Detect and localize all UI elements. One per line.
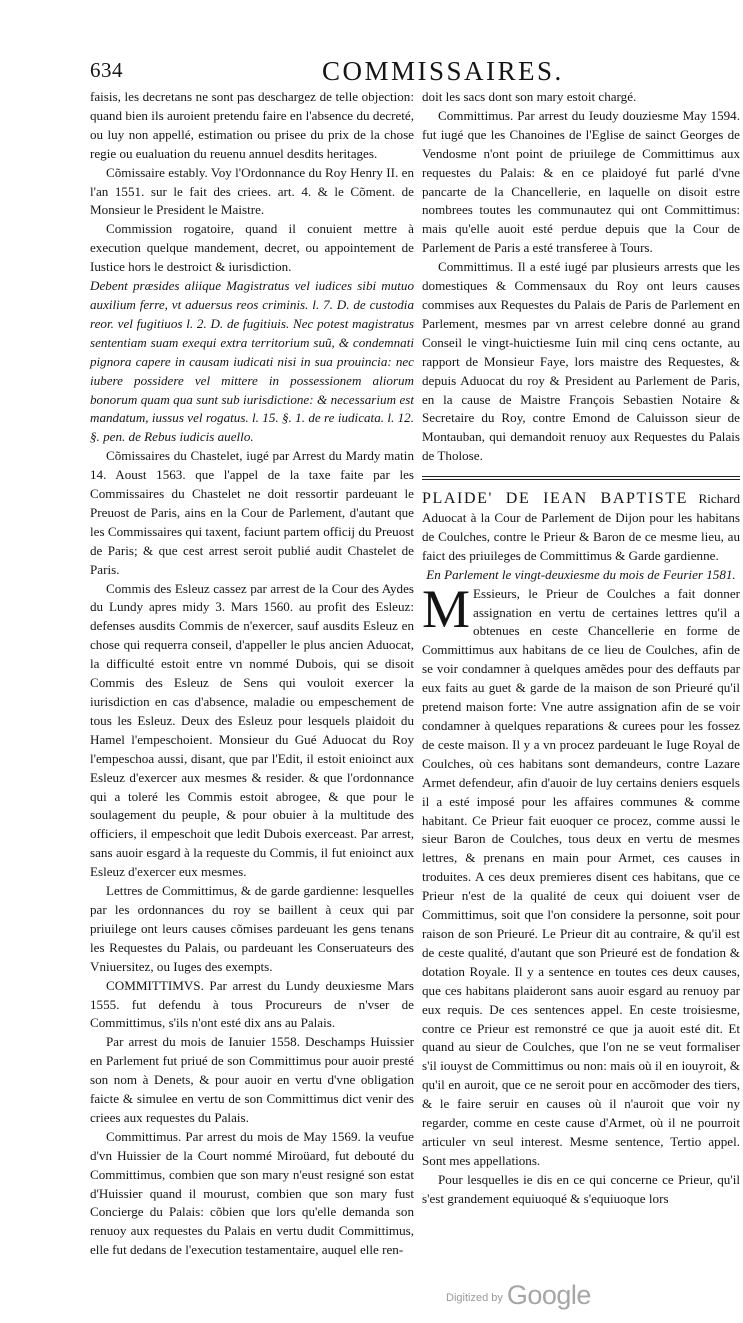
page-number: 634 [90, 58, 123, 82]
plea-heading-caps: PLAIDE' DE IEAN BAPTISTE [422, 490, 689, 508]
paragraph: Pour lesquelles ie dis en ce qui concerne ce Prieur, qu'il s'est grandement equiuoqué & s'equiuoque lors [422, 1171, 740, 1206]
paragraph: Commission rogatoire, quand il conuient mettre à execution quelque mandement, decret, ou appointement de Iustice hors le destroict & iurisdiction. [90, 221, 414, 275]
paragraph: Committimus. Il a esté iugé par plusieurs arrests que les domestiques & Commensaux du Roy ont leurs causes commises aux Requestes du Palais de Paris de Parlement en Parlement, mesmes par vn arrest celebre donné au grand Conseil le vingt-huictiesme Iuin mil cinq cens octante, au rapport de Monsieur Faye, lors maistre des Requestes, & depuis Aduocat du roy & President au Parlement de Paris, en la cause de Maistre François Sebastien Notaire & Secretaire du Roy, contre Emond de Caluisson sieur de Montauban, qui demandoit renuoy aux Requestes du Palais de Tholose. [422, 259, 740, 464]
running-head: COMMISSAIRES. [322, 56, 564, 86]
paragraph: Committimus. Par arrest du mois de May 1569. la veufue d'vn Huissier de la Court nommé Miroüard, fut debouté du Committimus, combien que son mary n'eust resigné son estat d'Huissier quand il mourust, combien que son mary fust Concierge du Palais: cõbien que lors qu'elle demanda son renuoy aux requestes du Palais en vertu dudit Committimus, elle fut dedans de l'execution testamentaire, auquel elle ren- [90, 1128, 414, 1258]
section-divider [422, 476, 740, 477]
paragraph: Committimus. Par arrest du Ieudy douziesme May 1594. fut iugé que les Chanoines de l'Eglise de sainct Georges de Vendosme n'ont point de priuilege de Committimus aux requestes du Palais: & en ce plaidoyé fut parlé d'vne pancarte de la Chancellerie, en laquelle on disoit estre nombrees toutes les communautez qui ont Committimus: mais qu'elle auoit esté perdue depuis que la Cour de Parlement de Paris a esté transferee à Tours. [422, 107, 740, 256]
plea-opening-paragraph [422, 578, 740, 1171]
drop-cap: M [422, 578, 471, 639]
paragraph: doit les sacs dont son mary estoit chargé. [422, 89, 637, 104]
paragraph: faisis, les decretans ne sont pas deschargez de telle objection: quand bien ils auroient pretendu faire en l'absence du decreté, ou luy non appellé, estimation ou prisee du prix de la chose regie ou eualuation du reuenu annuel desdits heritages. [90, 89, 414, 161]
paragraph: Commis des Esleuz cassez par arrest de la Cour des Aydes du Lundy apres midy 3. Mars 1560. au profit des Esleuz: defenses ausdits Commis de n'exercer, sauf ausdits Esleuz en chose qui requerra conseil, d'appeller le plus ancien Aduocat, la difficulté estoit entre vn nommé Dubois, qui se disoit Commis des Esleuz de Sens qui vouloit exercer la iurisdiction en cas d'absence, maladie ou empeschement de tous les Esleuz. Deux des Esleuz pour lesquels plaidoit du Hamel l'empeschoient. Monsieur du Gué Aduocat du Roy l'empeschoa aussi, disant, que par l'Edit, il estoit enioinct aux Esleuz d'exercer aux mesmes & resider. & que l'ordonnance qui a toleré les Commis estoit abrogee, & que pour le soulagement du peuple, & pour obuier à la multitude des officiers, il empeschoit que ledit Dubois exerceast. Par arrest, sans auoir esgard à la requeste du Commis, il fut enioinct aux Esleuz d'exercer eux mesmes. [90, 580, 414, 880]
section-divider [422, 479, 740, 480]
plea-heading-text: Richard Aduocat à la Cour de Parlement de Dijon pour les habitans de Coulches, contre le Prieur & Baron de ce mesme lieu, au faict des priuileges de Committimus & Garde gardienne. [422, 491, 740, 563]
paragraph: Lettres de Committimus, & de garde gardienne: lesquelles par les ordonnances du roy se baillent à ceux qui par priuilege ont leurs causes cõmises pardeuant les gens tenans les Requestes du Palais, ou pardeuant les Conseruateurs des Vniuersitez, ou Iuges des exempts. [90, 883, 414, 974]
digitized-by-watermark [446, 1282, 616, 1308]
plea-heading [422, 490, 740, 566]
right-column [422, 88, 740, 1209]
paragraph: Par arrest du mois de Ianuier 1558. Deschamps Huissier en Parlement fut priué de son Committimus pour auoir presté son nom à Denets, & pour auoir en vertu d'vne obligation faicte & simulee en vertu de son Committimus dict venir des criees aux requestes du Palais. [90, 1034, 414, 1125]
paragraph-text: Essieurs, le Prieur de Coulches a fait donner assignation en vertu de certaines lettres qu'il a obtenues en ceste Chancellerie en forme de Committimus aux habitans de ce lieu de Coulches, afin de se voir condamner à quelques amẽdes pour des deffauts par eux faits au guet & garde de la maison de son Prieuré qu'il pretend maison forte: Vne autre assignation afin de se voir condamner à quelques reparations & curees pour les fossez de ceste maison. Il y a vn procez pardeuant le Iuge Royal de Coulches, où ces habitans sont demandeurs, contre Lazare Armet defendeur, afin d'auoir de luy certains deniers esquels il a esté imposé pour les affaires communes & comme habitant. Ce Prieur fait euoquer ce procez, comme aussi le sieur Baron de Coulches, tous deux en vertu de mesmes lettres, & prenans en main pour Armet, ces causes in troduites. A ces deux premieres disent ces habitans, que ce Prieur n'est de la qualité de ceux qui doiuent vser de Committimus, soit que l'on considere la personne, soit pour raison de son Prieuré. Le Prieur dit au contraire, & qu'il est de ceste qualité, d'autant que son Prieuré est de fondation & dotation Royale. Il y a sentence en toutes ces deux causes, que ces habitans plaideront sans auoir esgard au renuoy par eux requis. De ces sentences appel. En ceste troisiesme, contre ce Prieur est remonstré ce que ja auoit esté dit. Et quand au sieur de Coulches, que l'on ne se veut formaliser s'il iouyst de Committimus ou non: mais où il en iouyroit, & qu'il en auroit, que ce ne seroit pour en accõmoder des tiers, & le faire seruir en causes où il n'auroit que voir ny regarder, comme en ceste cause d'Armet, où il ne pourroit articuler vn seul interest. Mesme sentence, Tertio appel. Sont mes appellations. [422, 585, 740, 1168]
left-column [90, 88, 414, 1260]
google-logo: Google [506, 1280, 591, 1310]
digitized-by-label: Digitized by [446, 1292, 503, 1304]
paragraph: COMMITTIMVS. Par arrest du Lundy deuxiesme Mars 1555. fut defendu à tous Procureurs de n'vser de Committimus, s'ils n'ont esté dix ans au Palais. [90, 977, 414, 1031]
latin-citation: Debent præsides aliique Magistratus vel iudices sibi mutuo auxilium ferre, vt aduersus reos criminis. l. 7. D. de custodia reor. vel fugitiuos l. 2. D. de fugitiuis. Nec potest magistratus sententiam suam exequi extra territorium suũ, & condemnati pignora capere in causam iudicati nisi in sua prouincia: nec iubere possidere vel mittere in possessionem aliorum bonorum quam qua sunt sub iurisdictione: & necessarium est mandatum, iussus vel rogatus. l. 15. §. 1. de re iudicata. l. 12. §. pen. de Rebus iudicis auello. [90, 278, 414, 445]
plea-date: En Parlement le vingt-deuxiesme du mois de Feurier 1581. [426, 566, 736, 582]
paragraph: Cõmissaire estably. Voy l'Ordonnance du Roy Henry II. en l'an 1551. sur le fait des criees. art. 4. & le Cõment. de Monsieur le President le Maistre. [90, 164, 414, 218]
paragraph: Cõmissaires du Chastelet, iugé par Arrest du Mardy matin 14. Aoust 1563. que l'appel de la taxe faite par les Commissaires du Chastelet ne doit ressortir pardeuant le Preuost de Paris, ains en la Cour de Parlement, d'autant que les Commissaires qui taxent, faciunt partem officij du Preuost de Paris; & que cest arrest seroit publié audit Chastelet de Paris. [90, 448, 414, 577]
